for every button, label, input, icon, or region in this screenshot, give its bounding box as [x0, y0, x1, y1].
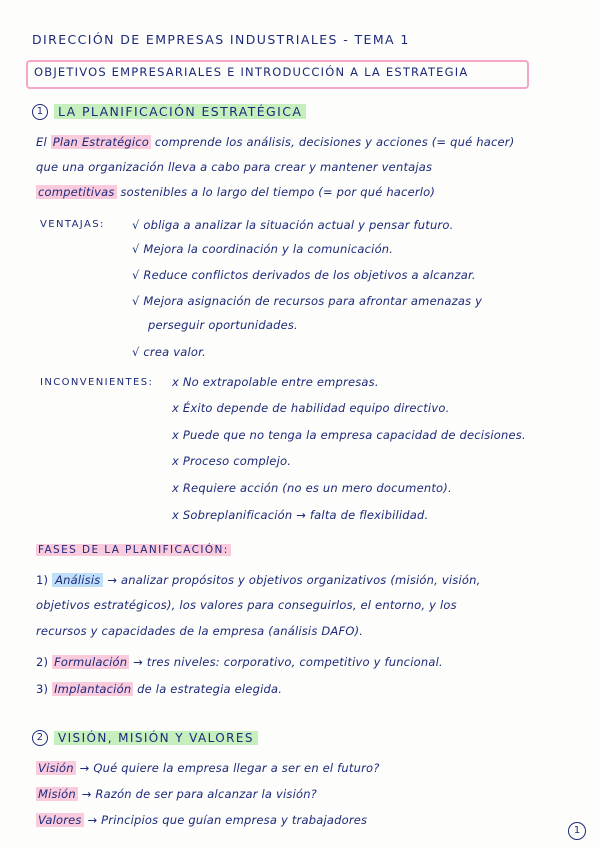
- ventaja-item: √ Reduce conflictos derivados de los objetivos a alcanzar.: [132, 268, 476, 282]
- definition-line-1: [36, 137, 514, 149]
- inconveniente-item: x Requiere acción (no es un mero documento).: [172, 481, 452, 495]
- fase-3-term: Implantación: [54, 682, 132, 696]
- valores-term: Valores: [38, 813, 82, 827]
- fase-3-prefix: 3): [36, 682, 49, 696]
- ventaja-continuation: perseguir oportunidades.: [148, 318, 298, 332]
- inconveniente-item: x Puede que no tenga la empresa capacidad de decisiones.: [172, 428, 526, 442]
- definition-article: El: [36, 135, 51, 149]
- definition-line-2: que una organización lleva a cabo para crear y mantener ventajas: [36, 160, 433, 174]
- section2-item-mision: [36, 789, 317, 801]
- definition-line-3: [36, 187, 435, 199]
- page-number: 1: [568, 822, 586, 840]
- fase-1-prefix: 1): [36, 573, 49, 587]
- vision-text: → Qué quiere la empresa llegar a ser en el futuro?: [79, 761, 380, 775]
- ventaja-item: √ Mejora asignación de recursos para afrontar amenazas y: [132, 294, 483, 308]
- fase-2-line: [36, 657, 443, 669]
- mision-term: Misión: [38, 787, 76, 801]
- inconveniente-item: x Proceso complejo.: [172, 454, 292, 468]
- fase-3-line: [36, 684, 282, 696]
- ventajas-label: VENTAJAS:: [40, 219, 105, 230]
- fase-1-line-1: [36, 575, 480, 587]
- page-subtitle: OBJETIVOS EMPRESARIALES E INTRODUCCIÓN A LA ESTRATEGIA: [34, 65, 469, 79]
- inconveniente-item: x Éxito depende de habilidad equipo directivo.: [172, 401, 450, 415]
- fase-2-prefix: 2): [36, 655, 49, 669]
- section1-number: 1: [32, 104, 48, 120]
- section1-heading: [32, 104, 306, 120]
- fase-2-text: → tres niveles: corporativo, competitivo y funcional.: [133, 655, 443, 669]
- fase-1-text: → analizar propósitos y objetivos organizativos (misión, visión,: [107, 573, 481, 587]
- mision-text: → Razón de ser para alcanzar la visión?: [81, 787, 317, 801]
- fase-2-term: Formulación: [54, 655, 128, 669]
- definition-text-1: comprende los análisis, decisiones y acciones (= qué hacer): [154, 135, 515, 149]
- ventaja-item: √ Mejora la coordinación y la comunicación.: [132, 242, 394, 256]
- fases-title: FASES DE LA PLANIFICACIÓN:: [38, 544, 229, 556]
- fase-1-term: Análisis: [52, 573, 103, 587]
- fases-heading: [36, 545, 231, 556]
- inconvenientes-label: INCONVENIENTES:: [40, 377, 154, 388]
- page-title: DIRECCIÓN DE EMPRESAS INDUSTRIALES - TEMA 1: [32, 32, 410, 47]
- inconveniente-item: x No extrapolable entre empresas.: [172, 375, 379, 389]
- section2-heading: [32, 730, 258, 746]
- ventaja-item: √ crea valor.: [132, 345, 206, 359]
- definition-text-3: sostenibles a lo largo del tiempo (= por qué hacerlo): [120, 185, 436, 199]
- fase-3-text: de la estrategia elegida.: [137, 682, 283, 696]
- section1-title: LA PLANIFICACIÓN ESTRATÉGICA: [54, 104, 306, 119]
- inconveniente-item: x Sobreplanificación → falta de flexibilidad.: [172, 508, 429, 522]
- definition-term: Plan Estratégico: [52, 135, 150, 149]
- valores-text: → Principios que guían empresa y trabajadores: [87, 813, 368, 827]
- fase-1-line-2: objetivos estratégicos), los valores para conseguirlos, el entorno, y los: [36, 598, 457, 612]
- section2-item-valores: [36, 815, 367, 827]
- vision-term: Visión: [38, 761, 74, 775]
- definition-term-2: competitivas: [38, 185, 115, 199]
- section2-item-vision: [36, 763, 380, 775]
- ventaja-item: √ obliga a analizar la situación actual y pensar futuro.: [132, 218, 454, 232]
- section2-number: 2: [32, 730, 48, 746]
- fase-1-line-3: recursos y capacidades de la empresa (análisis DAFO).: [36, 624, 364, 638]
- section2-title: VISIÓN, MISIÓN Y VALORES: [54, 731, 258, 745]
